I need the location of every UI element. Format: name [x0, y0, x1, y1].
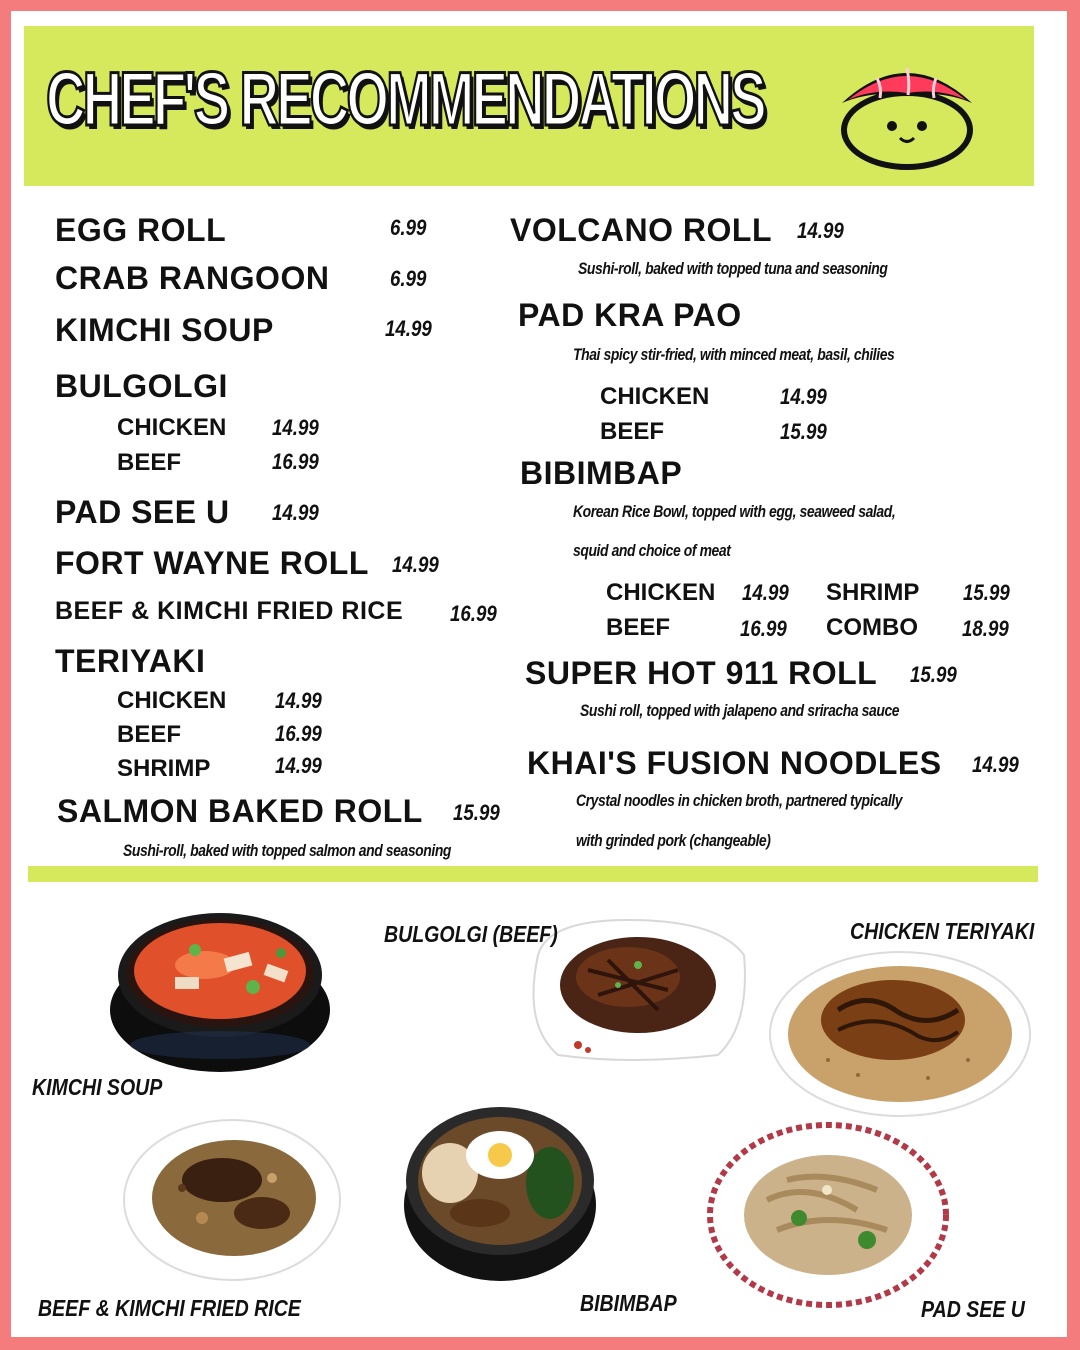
bibimbap-option-combo: COMBO [826, 614, 918, 641]
bibimbap-caption: BIBIMBAP [580, 1290, 677, 1316]
teriyaki-option-shrimp: SHRIMP [117, 755, 211, 782]
bulgolgi-option-chicken-price: 14.99 [272, 415, 319, 440]
khais-fusion-noodles-description-line2: with grinded pork (changeable) [576, 831, 771, 850]
bibimbap-description-line2: squid and choice of meat [573, 541, 731, 560]
salmon-baked-roll-price: 15.99 [453, 800, 500, 825]
fort-wayne-roll-name: FORT WAYNE ROLL [55, 545, 369, 581]
beef-kimchi-fried-rice-name: BEEF & KIMCHI FRIED RICE [55, 597, 404, 625]
teriyaki-option-beef: BEEF [117, 721, 182, 748]
egg-roll-name: EGG ROLL [55, 212, 227, 248]
teriyaki-name: TERIYAKI [55, 643, 206, 679]
bulgolgi-name: BULGOLGI [55, 368, 228, 404]
bibimbap-option-chicken: CHICKEN [606, 579, 716, 606]
sushi-mascot-icon [832, 48, 982, 173]
khais-fusion-noodles-price: 14.99 [972, 752, 1019, 777]
salmon-baked-roll-name: SALMON BAKED ROLL [57, 793, 423, 829]
pad-kra-pao-option-beef: BEEF [600, 418, 665, 445]
super-hot-911-roll-name: SUPER HOT 911 ROLL [525, 655, 878, 691]
section-divider [28, 866, 1038, 882]
teriyaki-option-chicken-price: 14.99 [275, 688, 322, 713]
bibimbap-option-beef-price: 16.99 [740, 616, 787, 641]
egg-roll-price: 6.99 [390, 215, 427, 240]
page-title: CHEF'S RECOMMENDATIONS [46, 57, 764, 142]
pad-kra-pao-option-beef-price: 15.99 [780, 419, 827, 444]
bibimbap-option-combo-price: 18.99 [962, 616, 1009, 641]
pad-kra-pao-option-chicken: CHICKEN [600, 383, 710, 410]
crab-rangoon-name: CRAB RANGOON [55, 260, 330, 296]
teriyaki-option-shrimp-price: 14.99 [275, 753, 322, 778]
beef-kimchi-fried-rice-price: 16.99 [450, 601, 497, 626]
teriyaki-option-beef-price: 16.99 [275, 721, 322, 746]
kimchi-soup-photo [105, 905, 335, 1075]
pad-kra-pao-description: Thai spicy stir-fried, with minced meat, basil, chilies [573, 345, 895, 364]
bibimbap-option-shrimp-price: 15.99 [963, 580, 1010, 605]
fort-wayne-roll-price: 14.99 [392, 552, 439, 577]
pad-kra-pao-option-chicken-price: 14.99 [780, 384, 827, 409]
teriyaki-option-chicken: CHICKEN [117, 687, 227, 714]
khais-fusion-noodles-description-line1: Crystal noodles in chicken broth, partnered typically [576, 791, 903, 810]
volcano-roll-name: VOLCANO ROLL [510, 212, 772, 248]
bibimbap-option-beef: BEEF [606, 614, 671, 641]
chicken-teriyaki-caption: CHICKEN TERIYAKI [850, 918, 1035, 944]
bibimbap-description-line1: Korean Rice Bowl, topped with egg, seaweed salad, [573, 502, 896, 521]
salmon-baked-roll-description: Sushi-roll, baked with topped salmon and seasoning [123, 841, 452, 860]
beef-kimchi-fried-rice-caption: BEEF & KIMCHI FRIED RICE [38, 1295, 301, 1321]
beef-kimchi-fried-rice-photo [122, 1118, 342, 1283]
kimchi-soup-caption: KIMCHI SOUP [32, 1074, 163, 1100]
khais-fusion-noodles-name: KHAI'S FUSION NOODLES [527, 745, 942, 781]
bibimbap-option-shrimp: SHRIMP [826, 579, 920, 606]
bulgolgi-option-beef: BEEF [117, 449, 182, 476]
super-hot-911-roll-price: 15.99 [910, 662, 957, 687]
bulgolgi-option-beef-price: 16.99 [272, 449, 319, 474]
bulgolgi-option-chicken: CHICKEN [117, 414, 227, 441]
bibimbap-name: BIBIMBAP [520, 455, 683, 491]
pad-kra-pao-name: PAD KRA PAO [518, 297, 742, 333]
bulgolgi-beef-caption: BULGOLGI (BEEF) [384, 921, 558, 947]
volcano-roll-price: 14.99 [797, 218, 844, 243]
crab-rangoon-price: 6.99 [390, 266, 427, 291]
header-banner [24, 26, 1034, 186]
pad-see-u-price: 14.99 [272, 500, 319, 525]
super-hot-911-roll-description: Sushi roll, topped with jalapeno and sriracha sauce [580, 701, 900, 720]
pad-see-u-caption: PAD SEE U [921, 1296, 1025, 1322]
pad-see-u-name: PAD SEE U [55, 494, 230, 530]
kimchi-soup-price: 14.99 [385, 316, 432, 341]
kimchi-soup-name: KIMCHI SOUP [55, 312, 274, 348]
pad-see-u-photo [707, 1120, 949, 1310]
bibimbap-option-chicken-price: 14.99 [742, 580, 789, 605]
volcano-roll-description: Sushi-roll, baked with topped tuna and seasoning [578, 259, 888, 278]
bibimbap-photo [400, 1093, 600, 1283]
chicken-teriyaki-photo [768, 950, 1032, 1118]
